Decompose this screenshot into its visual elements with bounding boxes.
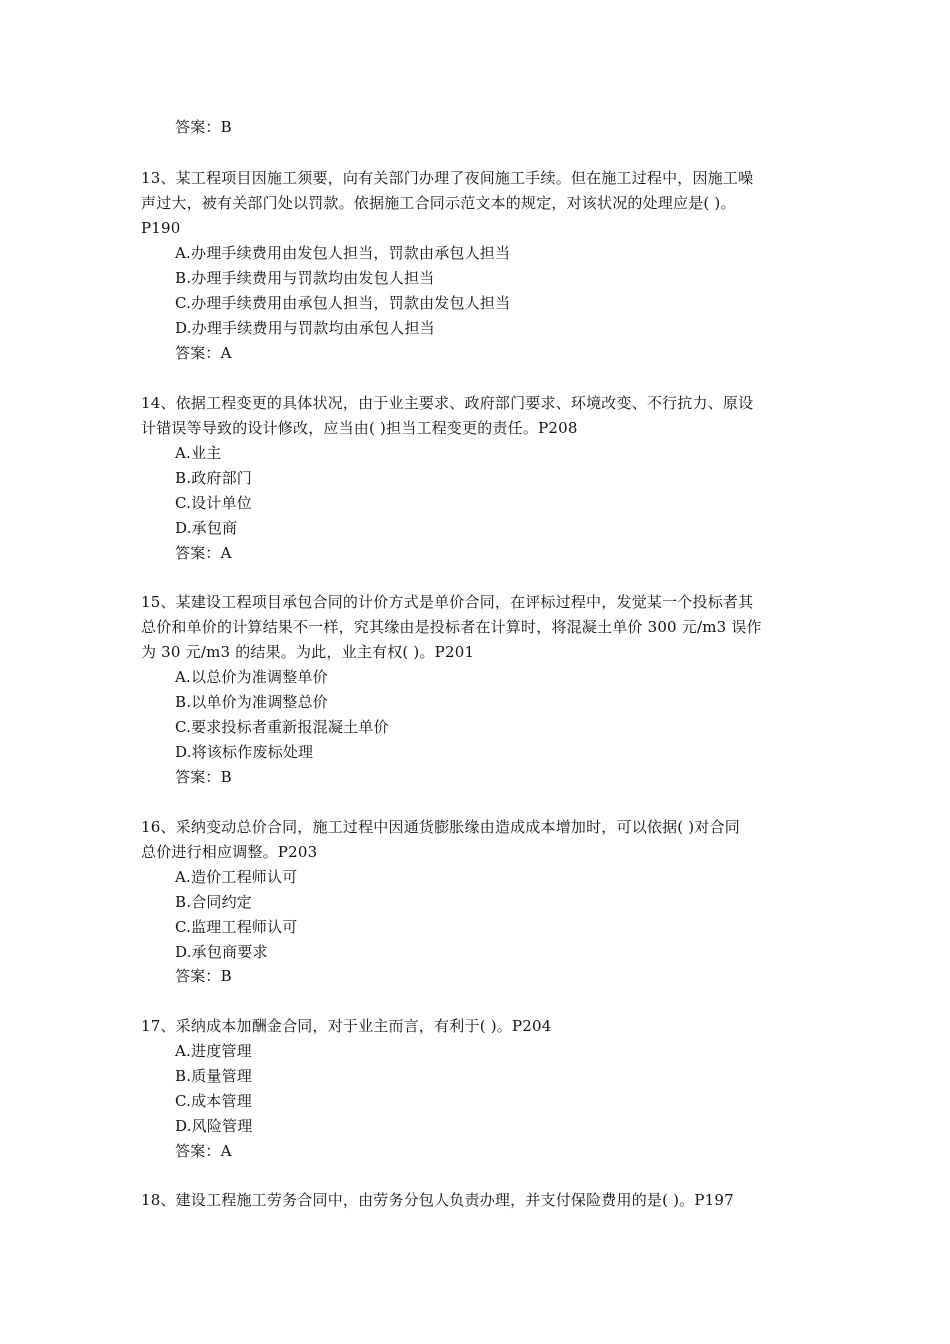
question-16-option-a: A.造价工程师认可 <box>175 868 298 886</box>
question-13-stem-line-3: P190 <box>141 219 181 237</box>
question-15-stem-line-3: 为 30 元/m3 的结果。为此，业主有权( )。P201 <box>141 643 475 661</box>
question-17-answer: 答案：A <box>175 1142 232 1160</box>
question-16-option-b: B.合同约定 <box>175 893 252 911</box>
question-15-stem-line-1: 15、某建设工程项目承包合同的计价方式是单价合同，在评标过程中，发觉某一个投标者其 <box>141 593 754 611</box>
question-17-stem-line-1: 17、采纳成本加酬金合同，对于业主而言，有利于( )。P204 <box>141 1017 552 1035</box>
question-17-option-d: D.风险管理 <box>175 1117 253 1135</box>
question-15-answer: 答案：B <box>175 768 232 786</box>
question-13-stem-line-2: 声过大，被有关部门处以罚款。依据施工合同示范文本的规定，对该状况的处理应是( )。 <box>141 194 736 212</box>
question-15-option-d: D.将该标作废标处理 <box>175 743 314 761</box>
question-16-option-d: D.承包商要求 <box>175 943 268 961</box>
answer-line: 答案：B <box>175 118 232 136</box>
question-16-stem-line-1: 16、采纳变动总价合同，施工过程中因通货膨胀缘由造成成本增加时，可以依据( )对合同 <box>141 818 740 836</box>
question-14-option-a: A.业主 <box>175 444 222 462</box>
question-15-option-b: B.以单价为准调整总价 <box>175 693 328 711</box>
question-14-stem-line-1: 14、依据工程变更的具体状况，由于业主要求、政府部门要求、环境改变、不行抗力、原设 <box>141 394 754 412</box>
question-13-stem-line-1: 13、某工程项目因施工须要，向有关部门办理了夜间施工手续。但在施工过程中，因施工噪 <box>141 169 754 187</box>
question-16-stem-line-2: 总价进行相应调整。P203 <box>141 843 318 861</box>
question-14-option-b: B.政府部门 <box>175 469 252 487</box>
question-14-stem-line-2: 计错误等导致的设计修改，应当由( )担当工程变更的责任。P208 <box>141 419 578 437</box>
question-16-option-c: C.监理工程师认可 <box>175 918 298 936</box>
question-17-option-a: A.进度管理 <box>175 1042 252 1060</box>
question-15-option-a: A.以总价为准调整单价 <box>175 668 328 686</box>
question-13-option-a: A.办理手续费用由发包人担当，罚款由承包人担当 <box>175 244 511 262</box>
question-18-stem-line-1: 18、建设工程施工劳务合同中，由劳务分包人负责办理，并支付保险费用的是( )。P197 <box>141 1191 734 1209</box>
question-16-answer: 答案：B <box>175 967 232 985</box>
question-15-stem-line-2: 总价和单价的计算结果不一样，究其缘由是投标者在计算时，将混凝土单价 300 元/m3 误作 <box>141 618 762 636</box>
question-13-option-c: C.办理手续费用由承包人担当，罚款由发包人担当 <box>175 294 511 312</box>
question-14-answer: 答案：A <box>175 544 232 562</box>
question-13-option-b: B.办理手续费用与罚款均由发包人担当 <box>175 269 435 287</box>
question-17-option-c: C.成本管理 <box>175 1092 252 1110</box>
question-15-option-c: C.要求投标者重新报混凝土单价 <box>175 718 389 736</box>
question-13-answer: 答案：A <box>175 344 232 362</box>
question-17-option-b: B.质量管理 <box>175 1067 252 1085</box>
question-14-option-c: C.设计单位 <box>175 494 252 512</box>
question-13-option-d: D.办理手续费用与罚款均由承包人担当 <box>175 319 435 337</box>
question-14-option-d: D.承包商 <box>175 519 238 537</box>
